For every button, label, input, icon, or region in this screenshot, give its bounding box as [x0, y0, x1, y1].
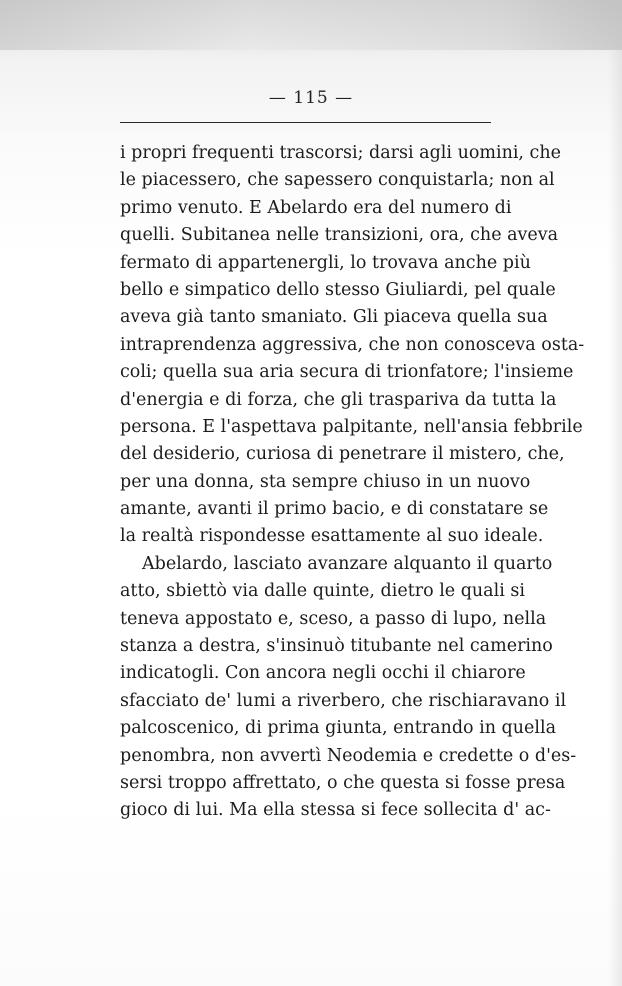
text-line: penombra, non avvertì Neodemia e credette o d'es- — [120, 745, 577, 766]
text-line: atto, sbiettò via dalle quinte, dietro le quali si — [120, 581, 525, 602]
text-line: fermato di appartenergli, lo trovava anche più — [120, 252, 531, 273]
text-line: la realtà rispondesse esattamente al suo ideale. — [120, 526, 544, 547]
text-line: amante, avanti il primo bacio, e di constatare se — [120, 499, 549, 520]
text-line: stanza a destra, s'insinuò titubante nel camerino — [120, 636, 553, 657]
text-line: indicatogli. Con ancora negli occhi il chiarore — [120, 663, 526, 684]
text-line: bello e simpatico dello stesso Giuliardi, pel quale — [120, 279, 556, 300]
text-line: teneva appostato e, sceso, a passo di lupo, nella — [120, 608, 547, 629]
text-line: primo venuto. E Abelardo era del numero di — [120, 197, 512, 218]
scan-shadow-right — [608, 0, 622, 986]
scan-shadow-top — [0, 0, 622, 50]
text-line: sersi troppo affrettato, o che questa si fosse presa — [120, 772, 566, 793]
text-line-paragraph-start: Abelardo, lasciato avanzare alquanto il quarto — [142, 553, 553, 574]
header-rule — [120, 122, 491, 123]
text-line: palcoscenico, di prima giunta, entrando in quella — [120, 718, 557, 739]
text-line: coli; quella sua aria secura di trionfatore; l'insieme — [120, 362, 574, 383]
text-line: gioco di lui. Ma ella stessa si fece sollecita d' ac- — [120, 800, 551, 821]
text-line: del desiderio, curiosa di penetrare il mistero, che, — [120, 444, 565, 465]
text-line: per una donna, sta sempre chiuso in un nuovo — [120, 471, 531, 492]
text-line: quelli. Subitanea nelle transizioni, ora, che aveva — [120, 225, 559, 246]
text-line: aveva già tanto smaniato. Gli piaceva quella sua — [120, 307, 548, 328]
page-number: — 115 — — [268, 88, 354, 108]
text-line: persona. E l'aspettava palpitante, nell'ansia febbrile — [120, 416, 583, 437]
text-line: intraprendenza aggressiva, che non conosceva osta- — [120, 334, 585, 355]
text-line: d'energia e di forza, che gli traspariva da tutta la — [120, 389, 557, 410]
text-line: le piacessero, che sapessero conquistarla; non al — [120, 170, 555, 191]
text-line: sfacciato de' lumi a riverbero, che rischiaravano il — [120, 690, 567, 711]
text-line: i propri frequenti trascorsi; darsi agli uomini, che — [120, 143, 561, 163]
body-text — [120, 140, 585, 825]
